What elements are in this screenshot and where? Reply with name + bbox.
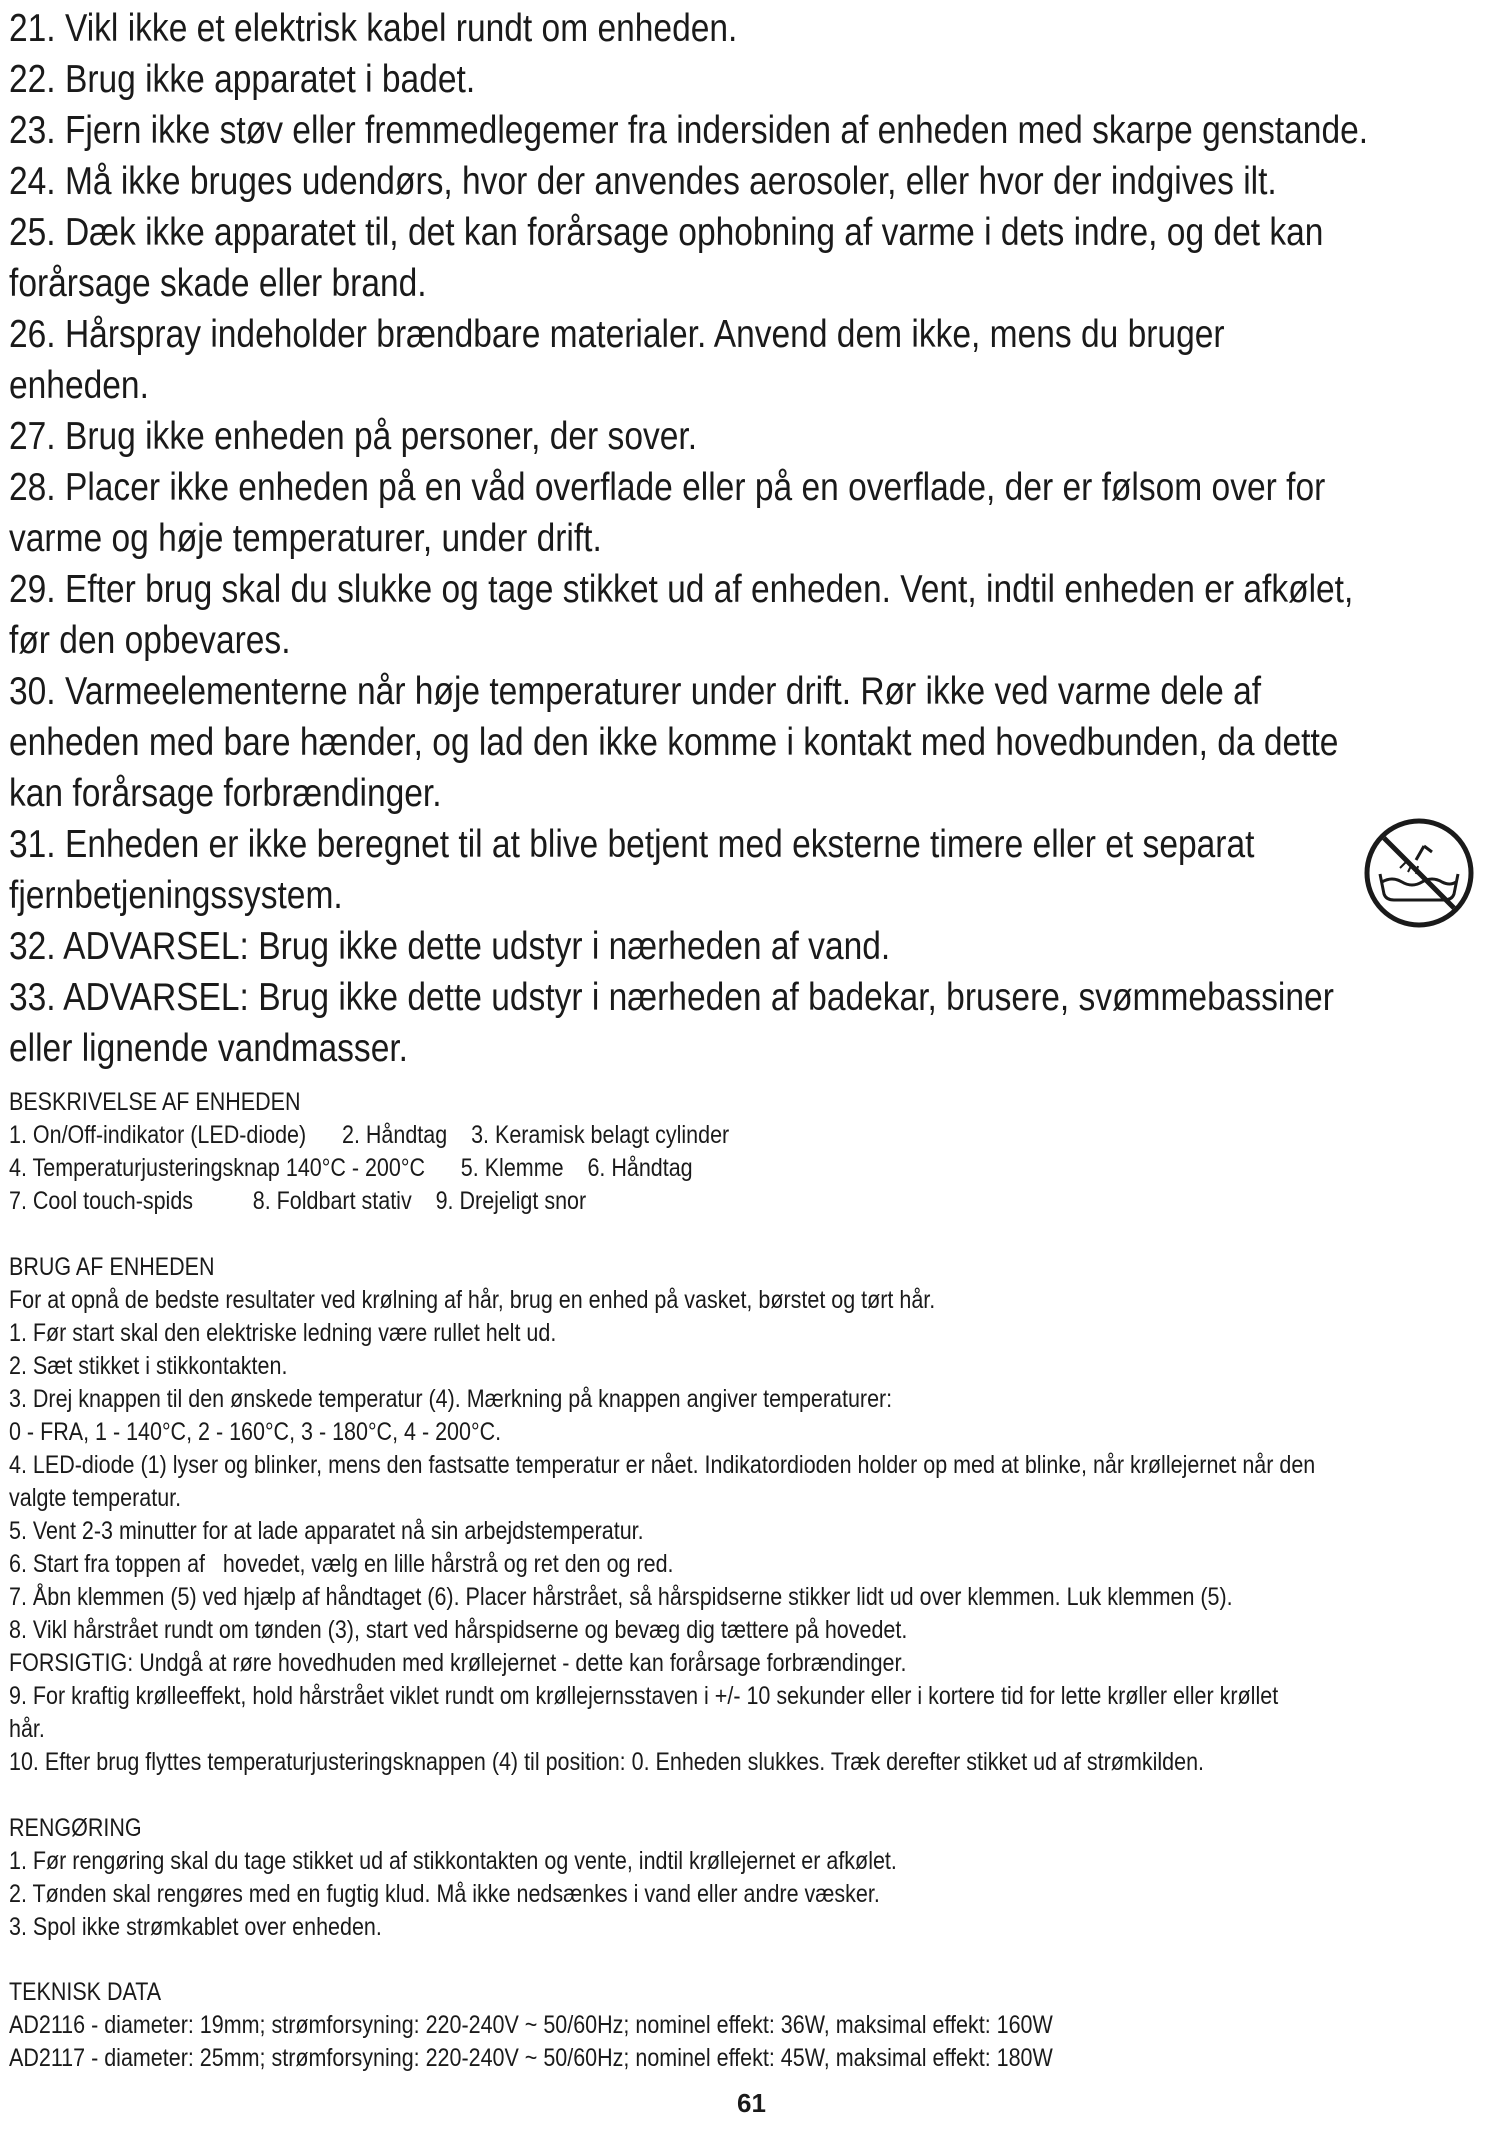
section-heading: BRUG AF ENHEDEN — [9, 1253, 215, 1281]
warning-line: fjernbetjeningssystem. — [9, 874, 343, 917]
cleaning-section — [9, 1812, 1488, 1944]
section-heading: BESKRIVELSE AF ENHEDEN — [9, 1088, 301, 1116]
warning-line: enheden med bare hænder, og lad den ikke komme i kontakt med hovedbunden, da dette — [9, 721, 1339, 764]
no-bath-shower-icon — [1362, 816, 1476, 930]
section-heading: TEKNISK DATA — [9, 1978, 162, 2006]
warning-line: eller lignende vandmasser. — [9, 1027, 408, 1070]
warning-line: 29. Efter brug skal du slukke og tage stikket ud af enheden. Vent, indtil enheden er afkølet, — [9, 568, 1354, 611]
warning-line: 27. Brug ikke enheden på personer, der sover. — [9, 415, 698, 458]
description-line: 1. On/Off-indikator (LED-diode) 2. Håndtag 3. Keramisk belagt cylinder — [9, 1121, 730, 1149]
warning-line: 23. Fjern ikke støv eller fremmedlegemer fra indersiden af enheden med skarpe genstande. — [9, 109, 1369, 152]
usage-line: valgte temperatur. — [9, 1484, 182, 1512]
usage-line: 4. LED-diode (1) lyser og blinker, mens den fastsatte temperatur er nået. Indikatordioden holder op med at blinke, når krøllejernet når den — [9, 1451, 1316, 1479]
usage-line: For at opnå de bedste resultater ved krølning af hår, brug en enhed på vasket, børstet og tørt hår. — [9, 1286, 936, 1314]
warning-line: 33. ADVARSEL: Brug ikke dette udstyr i nærheden af badekar, brusere, svømmebassiner — [9, 976, 1334, 1019]
cleaning-line: 1. Før rengøring skal du tage stikket ud af stikkontakten og vente, indtil krøllejernet er afkølet. — [9, 1847, 897, 1875]
description-line: 4. Temperaturjusteringsknap 140°C - 200°C 5. Klemme 6. Håndtag — [9, 1154, 693, 1182]
warning-line: varme og høje temperaturer, under drift. — [9, 517, 602, 560]
usage-line: 6. Start fra toppen af hovedet, vælg en lille hårstrå og ret den og red. — [9, 1550, 674, 1578]
usage-line: hår. — [9, 1715, 45, 1743]
cleaning-line: 2. Tønden skal rengøres med en fugtig klud. Må ikke nedsænkes i vand eller andre væsker. — [9, 1880, 880, 1908]
technical-line: AD2116 - diameter: 19mm; strømforsyning: 220-240V ~ 50/60Hz; nominel effekt: 36W, maksimal effekt: 160W — [9, 2011, 1053, 2039]
warning-line: 22. Brug ikke apparatet i badet. — [9, 58, 476, 101]
description-section — [9, 1086, 1488, 1218]
technical-line: AD2117 - diameter: 25mm; strømforsyning: 220-240V ~ 50/60Hz; nominel effekt: 45W, maksimal effekt: 180W — [9, 2044, 1053, 2072]
usage-line: FORSIGTIG: Undgå at røre hovedhuden med krøllejernet - dette kan forårsage forbrændinger. — [9, 1649, 907, 1677]
warnings-list — [9, 3, 1488, 1074]
usage-line: 10. Efter brug flyttes temperaturjusteringsknappen (4) til position: 0. Enheden slukkes. Træk derefter stikket ud af strømkilden. — [9, 1748, 1205, 1776]
usage-section — [9, 1251, 1488, 1779]
usage-line: 2. Sæt stikket i stikkontakten. — [9, 1352, 288, 1380]
warning-line: 24. Må ikke bruges udendørs, hvor der anvendes aerosoler, eller hvor der indgives ilt. — [9, 160, 1277, 203]
section-heading: RENGØRING — [9, 1814, 142, 1842]
warning-line: før den opbevares. — [9, 619, 291, 662]
technical-section — [9, 1976, 1488, 2075]
warning-line: 25. Dæk ikke apparatet til, det kan forårsage ophobning af varme i dets indre, og det kan — [9, 211, 1324, 254]
warning-line: kan forårsage forbrændinger. — [9, 772, 442, 815]
warning-line: 32. ADVARSEL: Brug ikke dette udstyr i nærheden af vand. — [9, 925, 891, 968]
warning-line: 26. Hårspray indeholder brændbare materialer. Anvend dem ikke, mens du bruger — [9, 313, 1225, 356]
warning-line: 28. Placer ikke enheden på en våd overflade eller på en overflade, der er følsom over for — [9, 466, 1326, 509]
usage-line: 3. Drej knappen til den ønskede temperatur (4). Mærkning på knappen angiver temperaturer: — [9, 1385, 893, 1413]
warning-line: 31. Enheden er ikke beregnet til at blive betjent med eksterne timere eller et separat — [9, 823, 1255, 866]
usage-line: 1. Før start skal den elektriske ledning være rullet helt ud. — [9, 1319, 557, 1347]
cleaning-line: 3. Spol ikke strømkablet over enheden. — [9, 1913, 382, 1941]
usage-line: 9. For kraftig krølleeffekt, hold hårstrået viklet rundt om krøllejernsstaven i +/- 10 sekunder eller i kortere tid for lette krøller eller krøllet — [9, 1682, 1279, 1710]
usage-line: 8. Vikl hårstrået rundt om tønden (3), start ved hårspidserne og bevæg dig tættere på hovedet. — [9, 1616, 908, 1644]
warning-line: forårsage skade eller brand. — [9, 262, 427, 305]
warning-line: enheden. — [9, 364, 149, 407]
warning-line: 21. Vikl ikke et elektrisk kabel rundt om enheden. — [9, 7, 738, 50]
usage-line: 0 - FRA, 1 - 140°C, 2 - 160°C, 3 - 180°C, 4 - 200°C. — [9, 1418, 502, 1446]
description-line: 7. Cool touch-spids 8. Foldbart stativ 9. Drejeligt snor — [9, 1187, 587, 1215]
usage-line: 5. Vent 2-3 minutter for at lade apparatet nå sin arbejdstemperatur. — [9, 1517, 644, 1545]
page-number: 61 — [737, 2088, 766, 2118]
usage-line: 7. Åbn klemmen (5) ved hjælp af håndtaget (6). Placer hårstrået, så hårspidserne stikker lidt ud over klemmen. Luk klemmen (5). — [9, 1583, 1233, 1611]
warning-line: 30. Varmeelementerne når høje temperaturer under drift. Rør ikke ved varme dele af — [9, 670, 1262, 713]
